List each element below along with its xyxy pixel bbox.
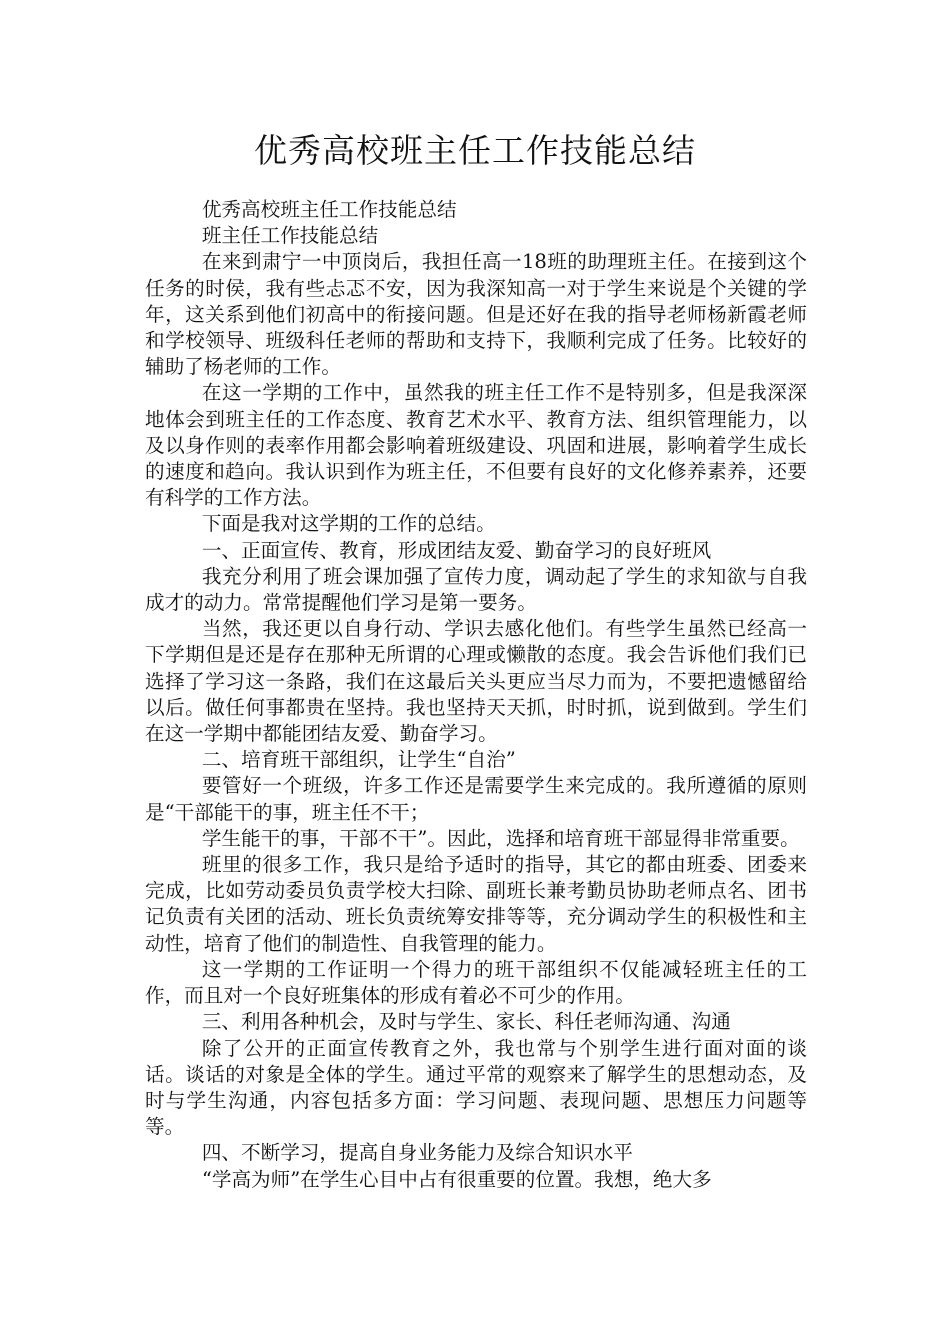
section-heading: 一、正面宣传、教育，形成团结友爱、勤奋学习的良好班风: [201, 538, 712, 562]
paragraph: 在来到肃宁一中顶岗后，我担任高一18班的助理班主任。在接到这个任务的时侯，我有些忐忑不安，因为我深知高一对于学生来说是个关键的学年，这关系到他们初高中的衔接问题。但是还好在我的指导老师杨新霞老师和学校领导、班级科任老师的帮助和支持下，我顺利完成了任务。比较好的辅助了杨老师的工作。: [145, 250, 807, 379]
section-heading: 三、利用各种机会，及时与学生、家长、科任老师沟通、沟通: [201, 1010, 731, 1034]
document-title: 优秀高校班主任工作技能总结: [254, 131, 696, 170]
paragraph: 班主任工作技能总结: [201, 224, 379, 248]
paragraph: 优秀高校班主任工作技能总结: [201, 198, 457, 221]
paragraph: 学生能干的事，干部不干”。因此，选择和培育班干部显得非常重要。: [201, 826, 800, 850]
paragraph: 当然，我还更以自身行动、学识去感化他们。有些学生虽然已经高一下学期但是还是存在那种无所谓的心理或懒散的态度。我会告诉他们我们已选择了学习这一条路，我们在这最后关头更应当尽力而为，不要把遗憾留给以后。做任何事都贵在坚持。我也坚持天天抓，时时抓，说到做到。学生们在这一学期中都能团结友爱、勤奋学习。: [145, 617, 807, 746]
paragraph: 这一学期的工作证明一个得力的班干部组织不仅能减轻班主任的工作，而且对一个良好班集体的形成有着必不可少的作用。: [145, 957, 807, 1008]
paragraph: 要管好一个班级，许多工作还是需要学生来完成的。我所遵循的原则是“干部能干的事，班主任不干；: [145, 774, 807, 824]
document-body: [145, 197, 807, 1193]
paragraph: 我充分利用了班会课加强了宣传力度，调动起了学生的求知欲与自我成才的动力。常常提醒他们学习是第一要务。: [145, 564, 807, 615]
paragraph: 班里的很多工作，我只是给予适时的指导，其它的都由班委、团委来完成，比如劳动委员负责学校大扫除、副班长兼考勤员协助老师点名、团书记负责有关团的活动、班长负责统筹安排等等，充分调动学生的积极性和主动性，培育了他们的制造性、自我管理的能力。: [145, 853, 807, 955]
paragraph: 除了公开的正面宣传教育之外，我也常与个别学生进行面对面的谈话。谈话的对象是全体的学生。通过平常的观察来了解学生的思想动态，及时与学生沟通，内容包括多方面：学习问题、表现问题、思想压力问题等等。: [145, 1036, 807, 1139]
paragraph: 在这一学期的工作中，虽然我的班主任工作不是特别多，但是我深深地体会到班主任的工作态度、教育艺术水平、教育方法、组织管理能力，以及以身作则的表率作用都会影响着班级建设、巩固和进展，影响着学生成长的速度和趋向。我认识到作为班主任，不但要有良好的文化修养素养，还要有科学的工作方法。: [145, 381, 807, 510]
paragraph: 下面是我对这学期的工作的总结。: [201, 512, 496, 536]
paragraph: “学高为师”在学生心目中占有很重要的位置。我想，绝大多: [201, 1167, 712, 1191]
section-heading: 四、不断学习，提高自身业务能力及综合知识水平: [201, 1141, 633, 1165]
section-heading: 二、培育班干部组织，让学生“自治”: [201, 748, 516, 772]
